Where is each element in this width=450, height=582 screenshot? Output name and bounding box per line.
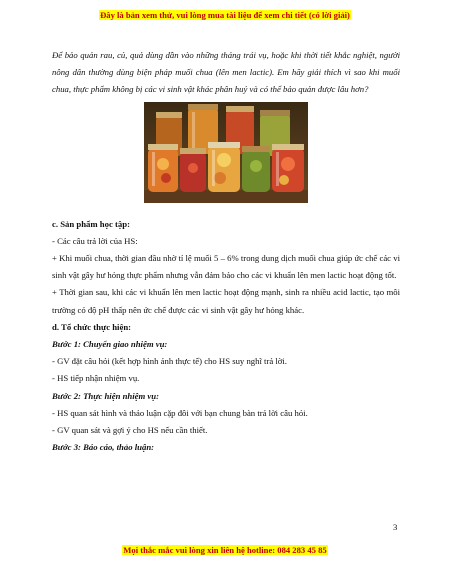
section-c-heading: c. Sản phẩm học tập: <box>52 218 130 229</box>
step-1-line: - HS tiếp nhận nhiệm vụ. <box>52 373 140 384</box>
preview-banner <box>0 10 450 20</box>
photo-container <box>52 102 400 208</box>
pickled-jars-photo <box>144 102 308 203</box>
page-content <box>52 47 400 456</box>
section-c-line: - Các câu trả lời của HS: <box>52 235 138 246</box>
hotline-banner <box>0 545 450 555</box>
section-c-line: + Thời gian sau, khi các vi khuẩn lên men lactic hoạt động mạnh, sinh ra nhiều acid lactic, tạo môi trường có độ pH thấp nên ức chế được các vi sinh vật gây hư hỏng khác. <box>52 287 400 315</box>
step-1-heading: Bước 1: Chuyển giao nhiệm vụ: <box>52 339 168 350</box>
page-number: 3 <box>393 522 398 532</box>
step-1-line: - GV đặt câu hỏi (kết hợp hình ảnh thực tế) cho HS suy nghĩ trả lời. <box>52 356 287 367</box>
step-2-line: - GV quan sát và gợi ý cho HS nếu cần thiết. <box>52 425 208 436</box>
hotline-banner-text: Mọi thắc mắc vui lòng xin liên hệ hotline: 084 283 45 85 <box>123 545 327 555</box>
intro-question: Để bảo quản rau, củ, quả dùng dần vào những tháng trái vụ, hoặc khi thời tiết khắc nghiệt, người nông dân thường dùng biện pháp muối chua (lên men lactic). Em hãy giải thích vì sao khi muối chua, thực phẩm không bị các vi sinh vật khác phân huỷ và có thể bảo quản được lâu hơn? <box>52 50 400 95</box>
step-3-heading: Bước 3: Báo cáo, thảo luận: <box>52 442 155 453</box>
section-c-line: + Khi muối chua, thời gian đầu nhờ tỉ lệ muối 5 – 6% trong dung dịch muối chua giúp ức chế các vi sinh vật gây hư hỏng thực phẩm nhưng vẫn đảm bảo cho các vi khuẩn lên men lactic hoạt động tốt. <box>52 253 400 281</box>
preview-banner-text: Đây là bản xem thử, vui lòng mua tài liệu để xem chi tiết (có lời giải) <box>100 10 350 20</box>
step-2-heading: Bước 2: Thực hiện nhiệm vụ: <box>52 390 160 401</box>
step-2-line: - HS quan sát hình và thảo luận cặp đôi với bạn chung bàn trả lời câu hỏi. <box>52 407 308 418</box>
section-d-heading: d. Tổ chức thực hiện: <box>52 321 132 332</box>
